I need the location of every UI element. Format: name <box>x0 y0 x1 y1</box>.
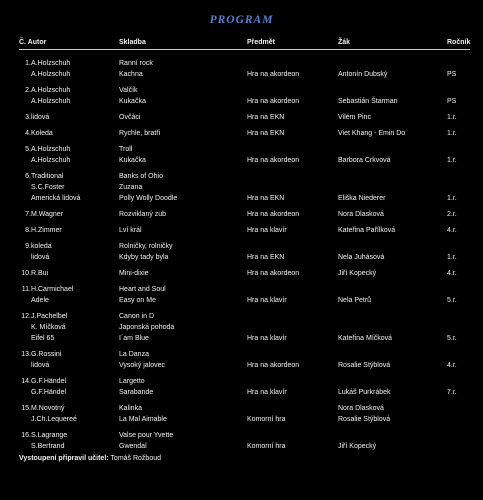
program-entry <box>0 171 483 204</box>
cell-autor: H.Zimmer <box>31 227 62 234</box>
cell-zak: Kateřina Pařílková <box>338 227 396 234</box>
cell-autor: M.Novotný <box>31 405 65 412</box>
cell-autor: A.Holzschuh <box>31 87 71 94</box>
program-line <box>0 295 483 306</box>
cell-rocnik: PS <box>447 71 457 78</box>
cell-skladba: Banks of Ohio <box>119 173 163 180</box>
header-skladba: Skladba <box>119 39 146 46</box>
cell-autor: S.Lagrange <box>31 432 68 439</box>
cell-zak: Nora Dlasková <box>338 211 384 218</box>
cell-zak: Vilém Pinc <box>338 114 371 121</box>
cell-autor: G.Rossini <box>31 351 62 358</box>
program-entry <box>0 209 483 220</box>
program-line <box>0 241 483 252</box>
cell-rocnik: 1.r. <box>447 130 457 137</box>
cell-zak: Rosalie Stýblová <box>338 362 391 369</box>
entry-number: 1. <box>25 60 31 67</box>
footer-label: Vystoupení připravil učitel: <box>19 455 109 462</box>
entry-number: 4. <box>25 130 31 137</box>
cell-predmet: Hra na EKN <box>247 130 285 137</box>
program-line <box>0 430 483 441</box>
cell-predmet: Hra na klavír <box>247 335 287 342</box>
cell-skladba: La Mal Aimable <box>119 416 167 423</box>
cell-skladba: Gwendal <box>119 443 147 450</box>
cell-predmet: Hra na klavír <box>247 297 287 304</box>
cell-rocnik: 1.r. <box>447 254 457 261</box>
program-line <box>0 268 483 279</box>
cell-autor: A.Holzschuh <box>31 60 71 67</box>
cell-autor: R.Bui <box>31 270 49 277</box>
cell-rocnik: 4.r. <box>447 227 457 234</box>
cell-predmet: Hra na klavír <box>247 389 287 396</box>
cell-skladba: Ovčáci <box>119 114 141 121</box>
cell-skladba: Mini-dixie <box>119 270 149 277</box>
cell-predmet: Hra na akordeon <box>247 270 300 277</box>
program-line <box>0 311 483 322</box>
cell-skladba: Largetto <box>119 378 145 385</box>
cell-predmet: Hra na akordeon <box>247 71 300 78</box>
entry-number: 12. <box>21 313 31 320</box>
cell-zak: Nela Petrů <box>338 297 372 304</box>
cell-skladba: Heart and Soul <box>119 286 166 293</box>
cell-skladba: Kalinka <box>119 405 142 412</box>
entry-number: 13. <box>21 351 31 358</box>
cell-zak: Jiří Kopecký <box>338 443 377 450</box>
entry-number: 14. <box>21 378 31 385</box>
cell-rocnik: 4.r. <box>447 362 457 369</box>
entry-number: 8. <box>25 227 31 234</box>
cell-zak: Kateřina Míčková <box>338 335 393 342</box>
header-num-autor: Č. Autor <box>19 39 47 46</box>
entry-number: 10. <box>21 270 31 277</box>
program-line <box>0 376 483 387</box>
cell-autor: lidová <box>31 114 50 121</box>
program-entry <box>0 430 483 452</box>
program-line <box>0 85 483 96</box>
program-entry <box>0 311 483 344</box>
cell-skladba: La Danza <box>119 351 149 358</box>
program-entry <box>0 128 483 139</box>
cell-skladba: Troll <box>119 146 133 153</box>
header-predmet: Předmět <box>247 39 276 46</box>
entry-number: 6. <box>25 173 31 180</box>
entry-number: 9. <box>25 243 31 250</box>
cell-rocnik: 1.r. <box>447 114 457 121</box>
cell-rocnik: 5.r. <box>447 335 457 342</box>
cell-skladba: Kukačka <box>119 157 146 164</box>
cell-autor: G.F.Händel <box>31 378 67 385</box>
cell-autor: H.Carmichael <box>31 286 74 293</box>
cell-autor: A.Holzschuh <box>31 71 71 78</box>
cell-skladba: Lví král <box>119 227 142 234</box>
footer <box>19 455 161 462</box>
program-entry <box>0 349 483 371</box>
program-entry <box>0 376 483 398</box>
cell-autor: A.Holzschuh <box>31 146 71 153</box>
program-line <box>0 171 483 182</box>
program-line <box>0 333 483 344</box>
program-line <box>0 252 483 263</box>
cell-autor: M.Wagner <box>31 211 64 218</box>
cell-autor: K. Míčková <box>31 324 66 331</box>
cell-autor: S.Bertrand <box>31 443 65 450</box>
program-line <box>0 414 483 425</box>
cell-autor: G.F.Händel <box>31 389 67 396</box>
program-line <box>0 284 483 295</box>
cell-autor: lidová <box>31 362 50 369</box>
cell-rocnik: 4.r. <box>447 270 457 277</box>
cell-skladba: Zuzana <box>119 184 143 191</box>
program-line <box>0 322 483 333</box>
cell-zak: Barbora Crkvová <box>338 157 391 164</box>
program-line <box>0 155 483 166</box>
header-divider <box>19 49 470 50</box>
program-entry <box>0 268 483 279</box>
cell-predmet: Komorní hra <box>247 416 286 423</box>
cell-autor: S.C.Foster <box>31 184 65 191</box>
entry-number: 11. <box>21 286 31 293</box>
cell-skladba: Easy on Me <box>119 297 156 304</box>
cell-rocnik: 1.r. <box>447 157 457 164</box>
program-line <box>0 209 483 220</box>
cell-autor: J.Pachelbel <box>31 313 68 320</box>
program-line <box>0 349 483 360</box>
program-line <box>0 112 483 123</box>
table-header <box>0 39 483 49</box>
cell-predmet: Hra na akordeon <box>247 362 300 369</box>
cell-autor: Traditional <box>31 173 64 180</box>
program-line <box>0 58 483 69</box>
cell-predmet: Hra na akordeon <box>247 157 300 164</box>
cell-rocnik: 2.r. <box>447 211 457 218</box>
cell-zak: Sebastián Štarman <box>338 98 398 105</box>
cell-skladba: Valse pour Yvette <box>119 432 174 439</box>
page-title: PROGRAM <box>209 14 274 26</box>
cell-rocnik: PS <box>447 98 457 105</box>
program-entry <box>0 403 483 425</box>
cell-skladba: Rolničky, rolničky <box>119 243 173 250</box>
cell-skladba: Polly Wolly Doodle <box>119 195 178 202</box>
cell-autor: Adele <box>31 297 49 304</box>
cell-zak: Nela Juhásová <box>338 254 385 261</box>
cell-autor: lidová <box>31 254 50 261</box>
cell-skladba: Japonská pohoda <box>119 324 175 331</box>
cell-autor: J.Ch.Lequereé <box>31 416 77 423</box>
header-rocnik: Ročník <box>447 39 471 46</box>
cell-autor: A.Holzschuh <box>31 98 71 105</box>
footer-teacher: Tomáš Rožboud <box>110 455 162 462</box>
program-entry <box>0 284 483 306</box>
cell-rocnik: 7.r. <box>447 389 457 396</box>
program-line <box>0 182 483 193</box>
cell-zak: Nora Dlasková <box>338 405 384 412</box>
entry-number: 16. <box>21 432 31 439</box>
program-line <box>0 360 483 371</box>
cell-zak: Rosalie Stýblová <box>338 416 391 423</box>
cell-autor: Koleda <box>31 130 53 137</box>
program-line <box>0 441 483 452</box>
cell-zak: Viet Khang - Emin Do <box>338 130 406 137</box>
cell-skladba: Kukačka <box>119 98 146 105</box>
cell-predmet: Hra na EKN <box>247 195 285 202</box>
entry-number: 7. <box>25 211 31 218</box>
program-line <box>0 128 483 139</box>
program-entry <box>0 85 483 107</box>
cell-predmet: Hra na klavír <box>247 227 287 234</box>
cell-skladba: Valčík <box>119 87 138 94</box>
cell-skladba: Kachna <box>119 71 143 78</box>
entry-number: 15. <box>21 405 31 412</box>
entry-number: 2. <box>25 87 31 94</box>
program-entry <box>0 225 483 236</box>
cell-skladba: Canon in D <box>119 313 155 320</box>
cell-autor: Eifel 65 <box>31 335 55 342</box>
cell-skladba: Ranní rock <box>119 60 153 67</box>
program-list <box>0 58 483 457</box>
cell-zak: Antonín Dubský <box>338 71 388 78</box>
cell-predmet: Komorní hra <box>247 443 286 450</box>
entry-number: 5. <box>25 146 31 153</box>
cell-autor: A.Holzschuh <box>31 157 71 164</box>
cell-zak: Jiří Kopecký <box>338 270 377 277</box>
program-line <box>0 387 483 398</box>
cell-rocnik: 1.r. <box>447 195 457 202</box>
cell-rocnik: 5.r. <box>447 297 457 304</box>
cell-skladba: Rychle, bratři <box>119 130 161 137</box>
header-zak: Žák <box>338 39 351 46</box>
cell-skladba: Sarabande <box>119 389 154 396</box>
program-line <box>0 225 483 236</box>
cell-predmet: Hra na akordeon <box>247 98 300 105</box>
entry-number: 3. <box>25 114 31 121</box>
cell-predmet: Hra na akordeon <box>247 211 300 218</box>
cell-skladba: Vysoký jalovec <box>119 362 166 369</box>
program-entry <box>0 144 483 166</box>
cell-zak: Lukáš Purkrábek <box>338 389 391 396</box>
cell-predmet: Hra na EKN <box>247 254 285 261</box>
cell-skladba: I´am Blue <box>119 335 149 342</box>
program-line <box>0 69 483 80</box>
program-entry <box>0 112 483 123</box>
program-entry <box>0 241 483 263</box>
cell-autor: koleda <box>31 243 52 250</box>
program-line <box>0 403 483 414</box>
cell-predmet: Hra na EKN <box>247 114 285 121</box>
program-entry <box>0 58 483 80</box>
program-line <box>0 96 483 107</box>
cell-zak: Eliška Niederer <box>338 195 386 202</box>
cell-skladba: Rozviklaný zub <box>119 211 167 218</box>
program-line <box>0 193 483 204</box>
program-line <box>0 144 483 155</box>
cell-skladba: Kdyby tady byla <box>119 254 169 261</box>
cell-autor: Americká lidová <box>31 195 81 202</box>
